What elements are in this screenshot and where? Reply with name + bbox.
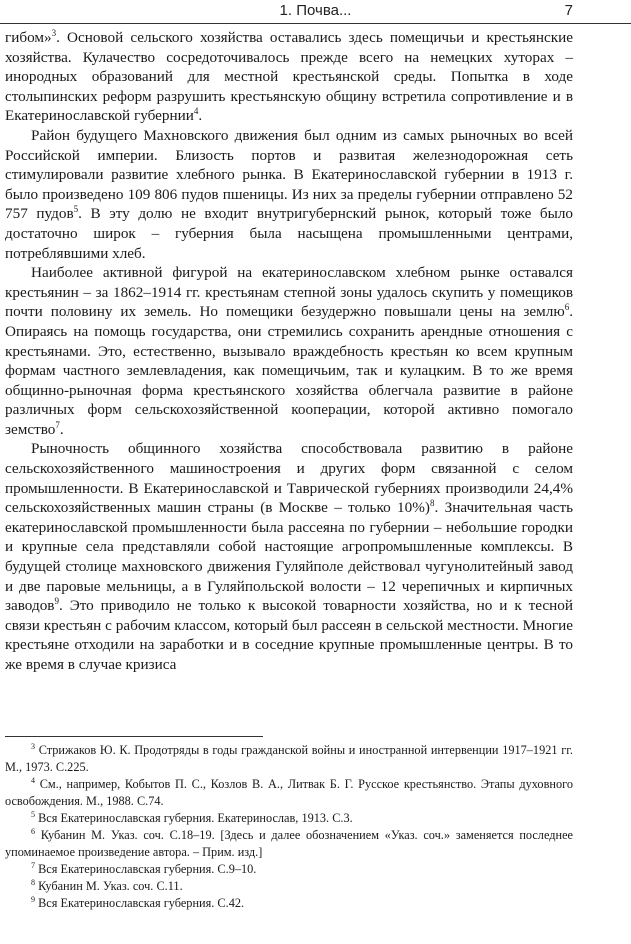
footnotes bbox=[5, 742, 573, 912]
footnote-number: 5 bbox=[31, 809, 35, 819]
paragraph-text: . Основой сельского хозяйства оставались здесь помещичьи и крестьянские хозяйства. Кулачество сосредоточивалось прежде всего на немецких хуторах – инородных образований для местной крестьянской среды. Попытка в ходе столыпинских реформ разрушить крестьянскую общину встретила сопротивление и в Екатеринославской губернии bbox=[5, 29, 573, 125]
footnote-number: 4 bbox=[31, 775, 35, 785]
footnote-ref: 8 bbox=[429, 498, 435, 509]
paragraph-text: . Опираясь на помощь государства, они стремились сохранить арендные отношения с крестьянами. Это, естественно, вызывало враждебность крестьян ко всем крупным формам частного землевладения, как помещичьим, так и кулацким. В то же время общинно-рыночная форма крестьянского хозяйства облегчала развитие в районе различных форм сельскохозяйственной кооперации, которой активно помогало земство bbox=[5, 303, 573, 438]
footnote-text: Кубанин М. Указ. соч. С.11. bbox=[35, 879, 183, 893]
main-text bbox=[5, 28, 573, 675]
paragraph-text: . Значительная часть екатеринославской промышленности была рассеяна по губернии – небольшие городки и крупные села представляли собой настоящие агропромышленные комплексы. В будущей столице махновского движения Гуляйполе действовал чугунолитейный завод и две паровые мельницы, а в Гуляйпольской волости – 12 черепичных и кирпичных заводов bbox=[5, 499, 574, 615]
footnote-number: 7 bbox=[31, 860, 35, 870]
footnote-ref: 4 bbox=[193, 106, 199, 117]
paragraph bbox=[5, 263, 573, 439]
paragraph bbox=[5, 28, 573, 126]
footnote bbox=[5, 861, 573, 878]
footnote-text: Вся Екатеринославская губерния. Екатеринослав, 1913. С.3. bbox=[35, 811, 353, 825]
footnote bbox=[5, 810, 573, 827]
footnote-ref: 7 bbox=[55, 419, 60, 430]
footnote bbox=[5, 776, 573, 810]
paragraph-text: Район будущего Махновского движения был одним из самых рыночных во всей Российской империи. Близость портов и развитая железнодорожная сеть стимулировали развитие хлебного рынка. В Екатеринославской губернии в 1913 г. было произведено 109 806 пудов пшеницы. Из них за пределы губернии отправлено 52 757 пудов bbox=[5, 126, 573, 223]
paragraph-text: гибом» bbox=[5, 29, 52, 46]
paragraph bbox=[5, 126, 573, 263]
footnote bbox=[5, 895, 573, 912]
paragraph-text: Рыночность общинного хозяйства способствовала развитию в районе сельскохозяйственного машиностроения и других форм связанной с селом промышленности. В Екатеринославской и Таврической губерниях производили 24,4% сельскохозяйственных машин страны (в Москве – только 10%) bbox=[5, 440, 573, 517]
paragraph bbox=[5, 439, 573, 674]
paragraph-text: . bbox=[198, 107, 203, 125]
page-number: 7 bbox=[564, 2, 573, 19]
chapter-title: 1. Почва... bbox=[279, 2, 352, 19]
footnote-number: 9 bbox=[31, 894, 35, 904]
footnote-number: 3 bbox=[31, 741, 35, 751]
running-header bbox=[0, 0, 631, 22]
footnote-number: 6 bbox=[31, 826, 35, 836]
footnote-text: Вся Екатеринославская губерния. С.9–10. bbox=[35, 862, 257, 876]
footnote bbox=[5, 742, 573, 776]
paragraph-text: . В эту долю не входит внутригубернский рынок, который тоже было достаточно широк – губерния была насыщена промышленными центрами, потреблявшими хлеб. bbox=[5, 205, 573, 262]
footnote-number: 8 bbox=[31, 877, 35, 887]
footnote bbox=[5, 878, 573, 895]
header-rule bbox=[0, 23, 631, 24]
footnote-text: Кубанин М. Указ. соч. С.18–19. [Здесь и далее обозначением «Указ. соч.» заменяется последнее упоминаемое произведение автора. – Прим. изд.] bbox=[5, 828, 573, 859]
paragraph-text: . Это приводило не только к высокой товарности хозяйства, но и к тесной связи крестьян с рабочим классом, который был рассеян в сельской местности. Многие крестьяне отходили на заработки и в соседние крупные промышленные центры. В то же время в случае кризиса bbox=[5, 597, 573, 673]
footnote bbox=[5, 827, 573, 861]
footnote-ref: 3 bbox=[51, 27, 57, 38]
footnote-separator bbox=[5, 736, 263, 737]
footnote-ref: 6 bbox=[564, 302, 570, 313]
paragraph-text: Наиболее активной фигурой на екатеринославском хлебном рынке оставался крестьянин – за 1862–1914 гг. крестьянам степной зоны удалось скупить у помещиков почти половину их земель. Но помещики безудержно повышали цены на землю bbox=[5, 264, 573, 321]
footnote-text: См., например, Кобытов П. С., Козлов В. А., Литвак Б. Г. Русское крестьянство. Этапы духовного освобождения. М., 1988. С.74. bbox=[5, 777, 573, 808]
footnote-ref: 9 bbox=[54, 596, 59, 607]
footnote-text: Вся Екатеринославская губерния. С.42. bbox=[35, 896, 245, 910]
footnote-text: Стрижаков Ю. К. Продотряды в годы гражданской войны и иностранной интервенции 1917–1921 гг. М., 1973. С.225. bbox=[5, 743, 573, 774]
paragraph-text: . bbox=[59, 420, 64, 438]
footnote-ref: 5 bbox=[73, 204, 79, 215]
